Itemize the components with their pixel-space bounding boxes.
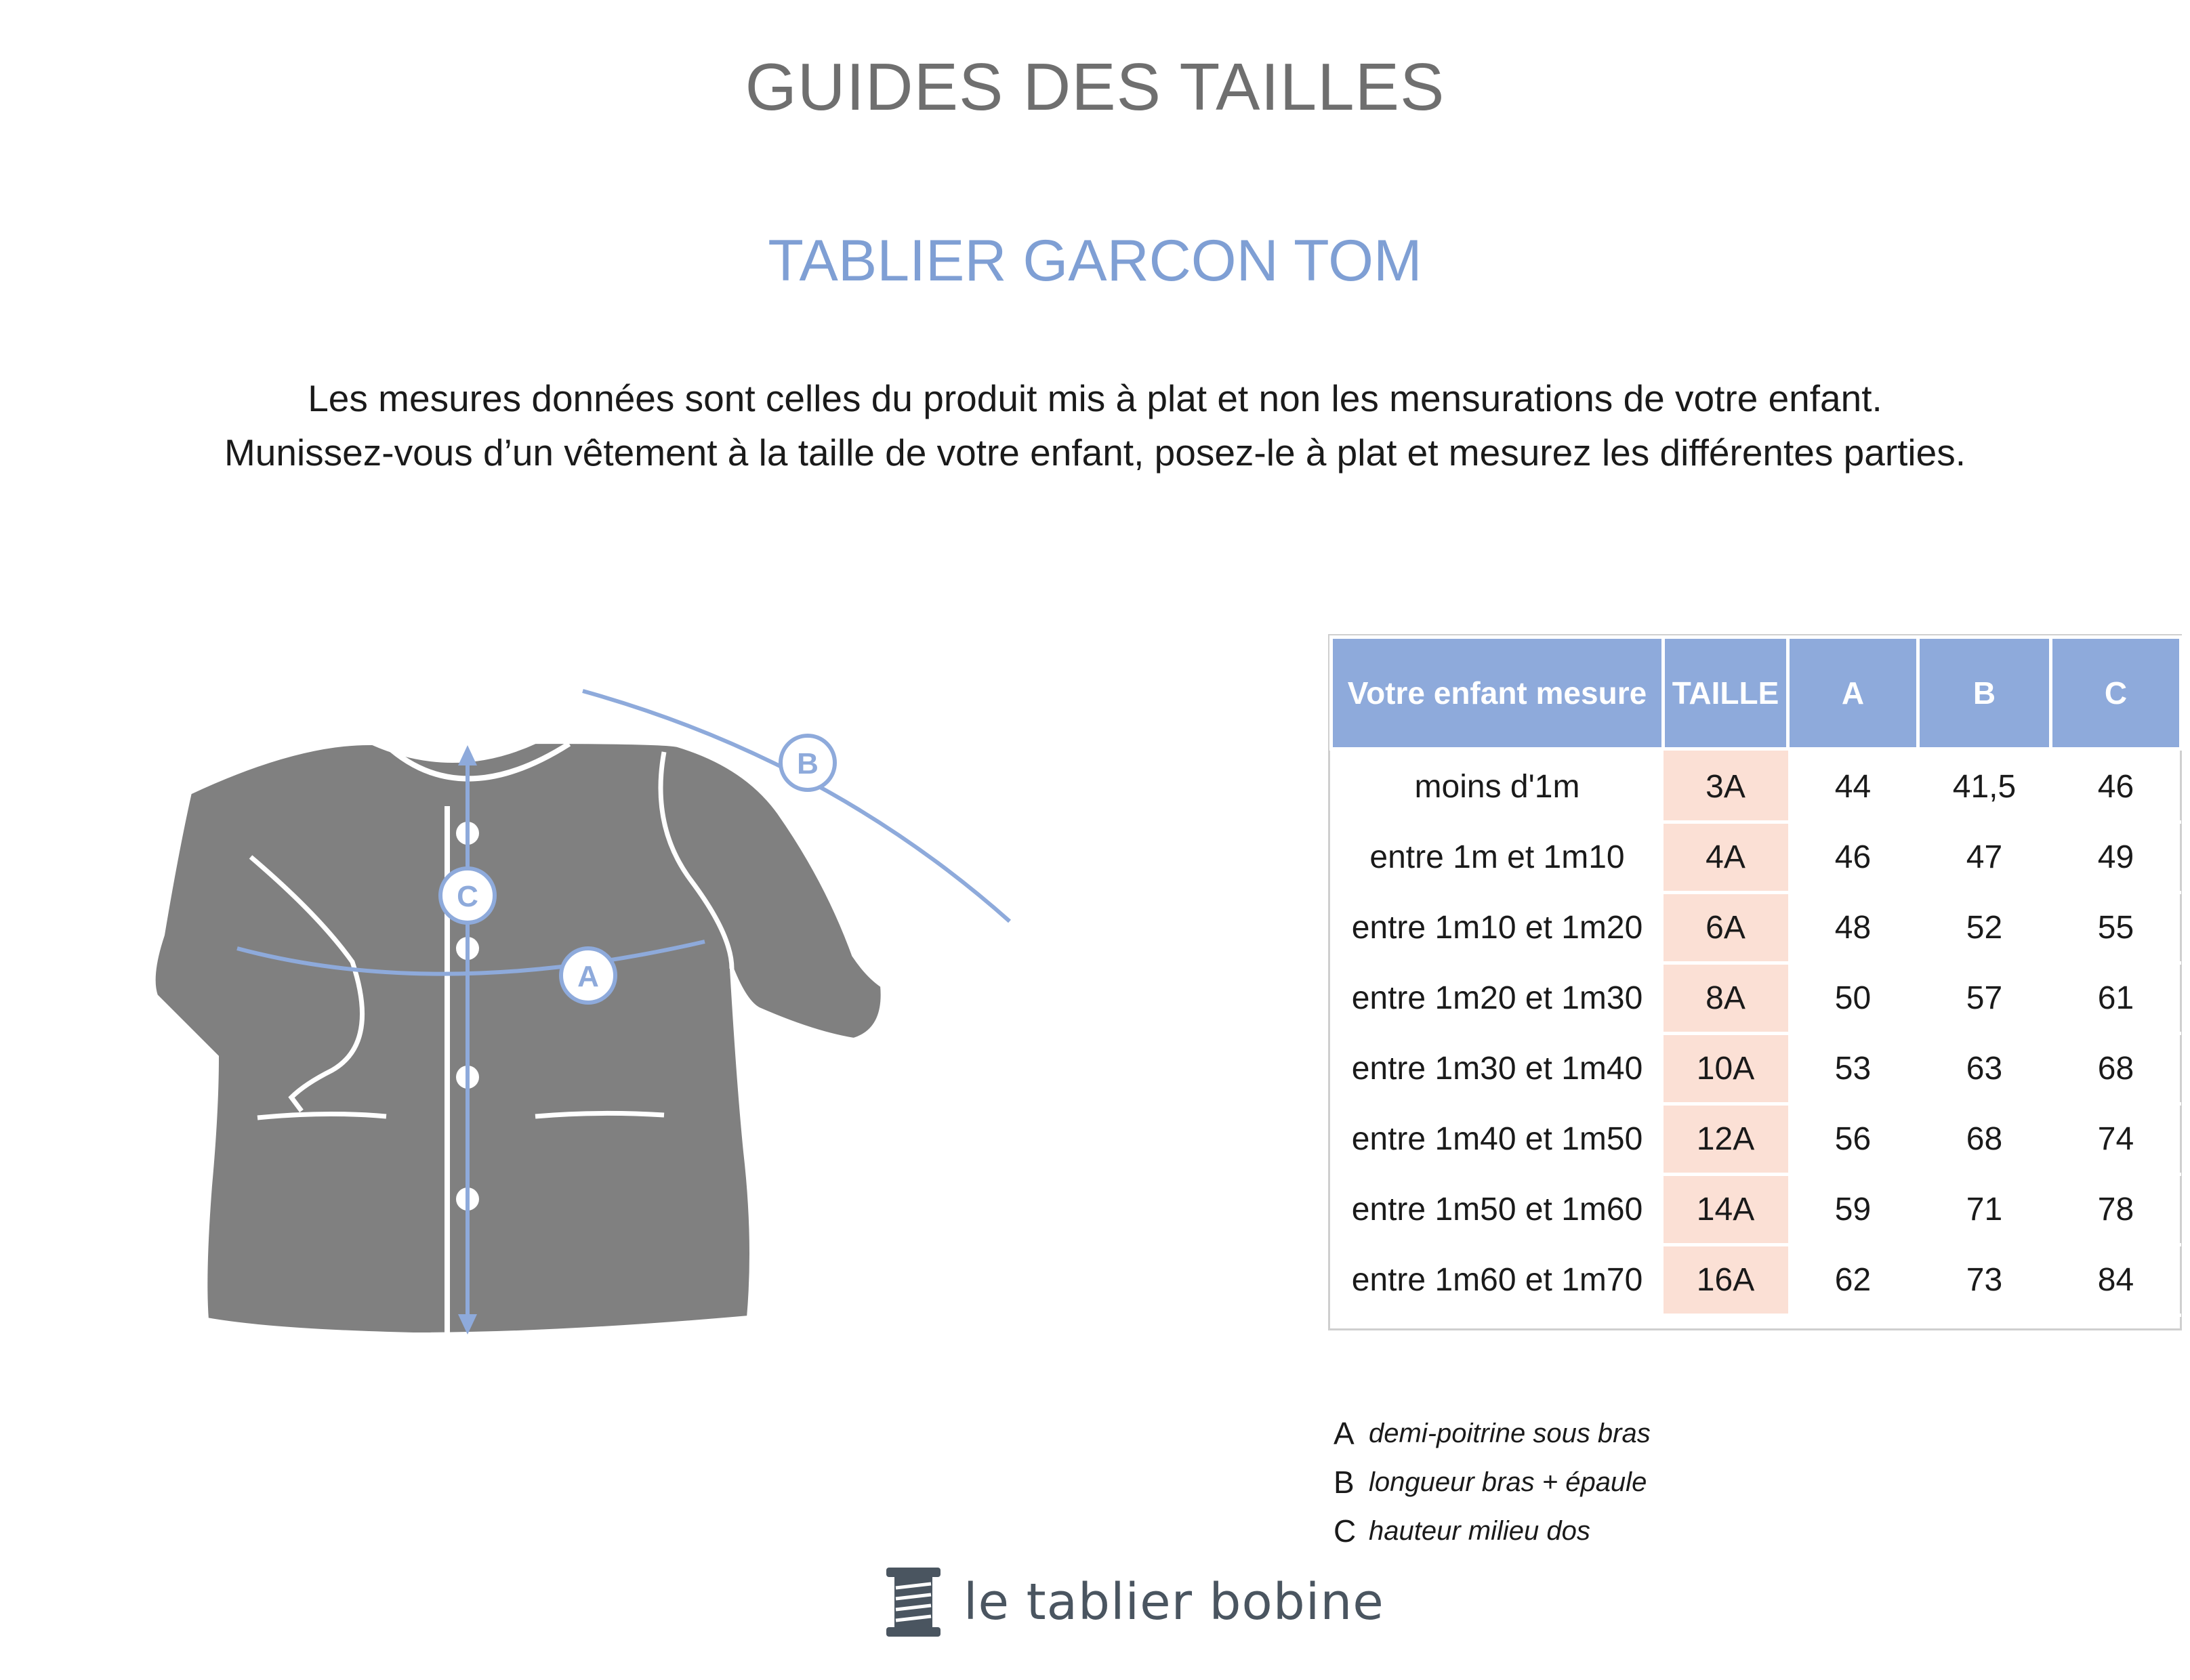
cell-a: 46 [1788, 822, 1918, 893]
cell-c: 55 [2051, 893, 2181, 963]
legend-key: C [1334, 1513, 1357, 1549]
legend-key: B [1334, 1465, 1355, 1500]
garment-illustration [149, 677, 1030, 1341]
column-header-height: Votre enfant mesure [1331, 637, 1664, 749]
cell-b: 41,5 [1918, 749, 2051, 822]
cell-height-range: moins d'1m [1331, 749, 1664, 822]
cell-c: 74 [2051, 1104, 2181, 1175]
brand-logo [881, 1565, 1384, 1639]
size-table [1329, 635, 2183, 1317]
marker-b [781, 736, 835, 790]
measure-c-arrow-top [458, 745, 477, 765]
column-header-taille: TAILLE [1664, 637, 1788, 749]
brand-name: le tablier bobine [964, 1573, 1384, 1631]
cell-b: 71 [1918, 1175, 2051, 1245]
legend-item [1334, 1458, 1651, 1507]
cell-height-range: entre 1m40 et 1m50 [1331, 1104, 1664, 1175]
cell-taille: 16A [1664, 1245, 1788, 1316]
cell-b: 63 [1918, 1034, 2051, 1104]
intro-line-1: Les mesures données sont celles du produit mis à plat et non les mensurations de votre enfant. [308, 377, 1882, 419]
table-row [1331, 893, 2181, 963]
cell-c: 68 [2051, 1034, 2181, 1104]
cell-c: 78 [2051, 1175, 2181, 1245]
cell-b: 47 [1918, 822, 2051, 893]
marker-a [561, 948, 615, 1003]
marker-a-label: A [577, 960, 599, 993]
legend-item [1334, 1409, 1651, 1458]
table-row [1331, 963, 2181, 1034]
cell-a: 50 [1788, 963, 1918, 1034]
column-header-c: C [2051, 637, 2181, 749]
cell-height-range: entre 1m10 et 1m20 [1331, 893, 1664, 963]
cell-a: 48 [1788, 893, 1918, 963]
cell-height-range: entre 1m60 et 1m70 [1331, 1245, 1664, 1316]
legend-text: demi-poitrine sous bras [1369, 1418, 1651, 1448]
table-row [1331, 1175, 2181, 1245]
cell-a: 44 [1788, 749, 1918, 822]
column-header-a: A [1788, 637, 1918, 749]
cell-a: 53 [1788, 1034, 1918, 1104]
cell-height-range: entre 1m30 et 1m40 [1331, 1034, 1664, 1104]
legend [1334, 1409, 1651, 1555]
cell-b: 73 [1918, 1245, 2051, 1316]
cell-taille: 3A [1664, 749, 1788, 822]
intro-line-2: Munissez-vous d’un vêtement à la taille de votre enfant, posez-le à plat et mesurez les différentes parties. [224, 432, 1966, 474]
intro-text [0, 371, 2190, 480]
cell-c: 61 [2051, 963, 2181, 1034]
cell-height-range: entre 1m50 et 1m60 [1331, 1175, 1664, 1245]
table-header-row [1331, 637, 2181, 749]
spool-icon [881, 1565, 946, 1639]
table-row [1331, 1104, 2181, 1175]
table-row [1331, 822, 2181, 893]
table-row [1331, 749, 2181, 822]
legend-text: hauteur milieu dos [1369, 1515, 1590, 1546]
cell-height-range: entre 1m et 1m10 [1331, 822, 1664, 893]
table-row [1331, 1034, 2181, 1104]
cell-taille: 8A [1664, 963, 1788, 1034]
table-row [1331, 1245, 2181, 1316]
cell-taille: 12A [1664, 1104, 1788, 1175]
legend-key: A [1334, 1416, 1355, 1451]
cell-taille: 14A [1664, 1175, 1788, 1245]
cell-a: 62 [1788, 1245, 1918, 1316]
marker-b-label: B [797, 747, 819, 780]
cell-c: 46 [2051, 749, 2181, 822]
marker-c [440, 868, 495, 923]
cell-a: 59 [1788, 1175, 1918, 1245]
cell-a: 56 [1788, 1104, 1918, 1175]
cell-c: 84 [2051, 1245, 2181, 1316]
legend-text: longueur bras + épaule [1369, 1467, 1647, 1497]
cell-height-range: entre 1m20 et 1m30 [1331, 963, 1664, 1034]
table-body [1331, 749, 2181, 1316]
smock-body-shape [154, 742, 883, 1335]
marker-c-label: C [457, 880, 478, 913]
product-title: TABLIER GARCON TOM [768, 228, 1422, 293]
page-title: GUIDES DES TAILLES [745, 49, 1445, 124]
cell-c: 49 [2051, 822, 2181, 893]
cell-taille: 4A [1664, 822, 1788, 893]
legend-item [1334, 1507, 1651, 1555]
cell-taille: 6A [1664, 893, 1788, 963]
cell-b: 68 [1918, 1104, 2051, 1175]
cell-b: 52 [1918, 893, 2051, 963]
column-header-b: B [1918, 637, 2051, 749]
cell-taille: 10A [1664, 1034, 1788, 1104]
cell-b: 57 [1918, 963, 2051, 1034]
